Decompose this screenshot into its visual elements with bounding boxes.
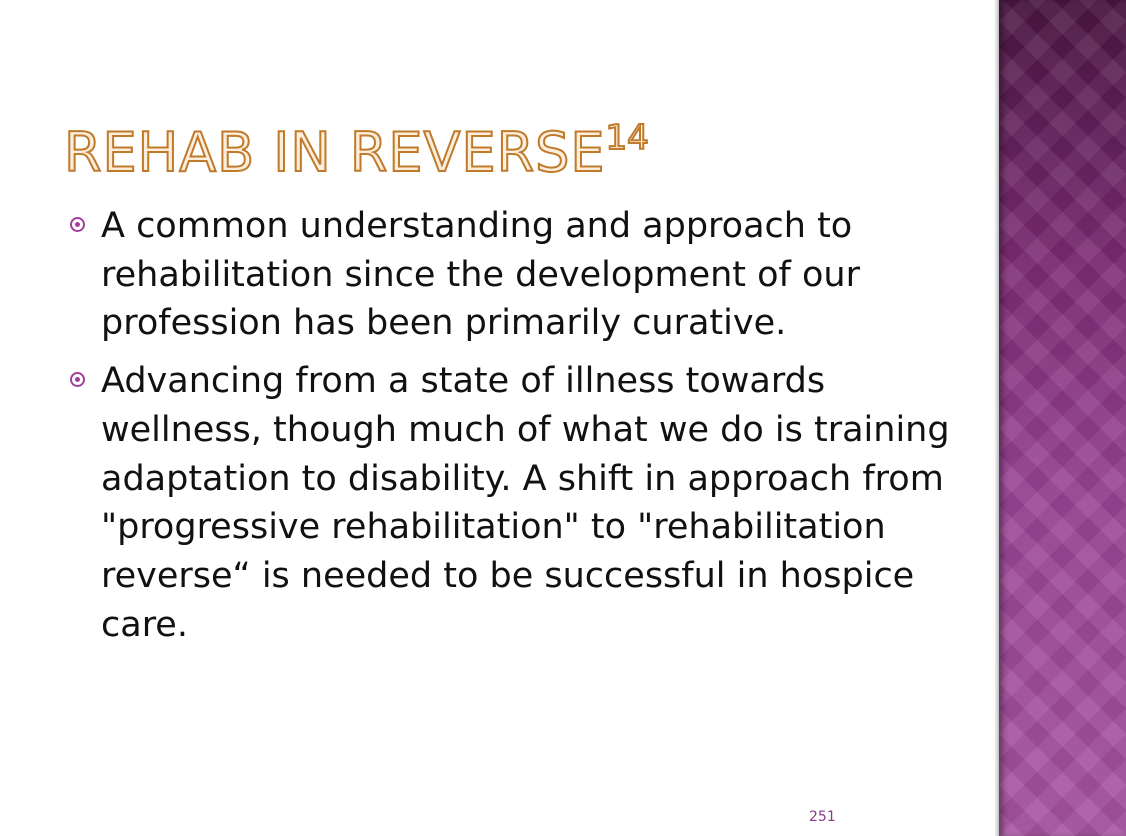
bullet-text: A common understanding and approach to rehabilitation since the development of our profession has been primarily curative. xyxy=(101,206,860,344)
bullet-text: Advancing from a state of illness towards wellness, though much of what we do is training adaptation to disability. A shift in approach from "progressive rehabilitation" to "rehabilitation reverse“ is needed to be successful in hospice care. xyxy=(101,361,950,645)
page-number: 251 xyxy=(809,809,836,825)
circled-dot-icon xyxy=(70,217,85,232)
bullet-item xyxy=(70,357,950,649)
decorative-sidebar xyxy=(999,0,1126,836)
slide-title xyxy=(64,108,649,183)
bullet-item xyxy=(70,202,950,348)
bullet-list xyxy=(70,202,950,658)
title-superscript: 14 xyxy=(605,118,649,158)
slide-title-text: REHAB IN REVERSE xyxy=(64,121,606,184)
circled-dot-icon xyxy=(70,372,85,387)
